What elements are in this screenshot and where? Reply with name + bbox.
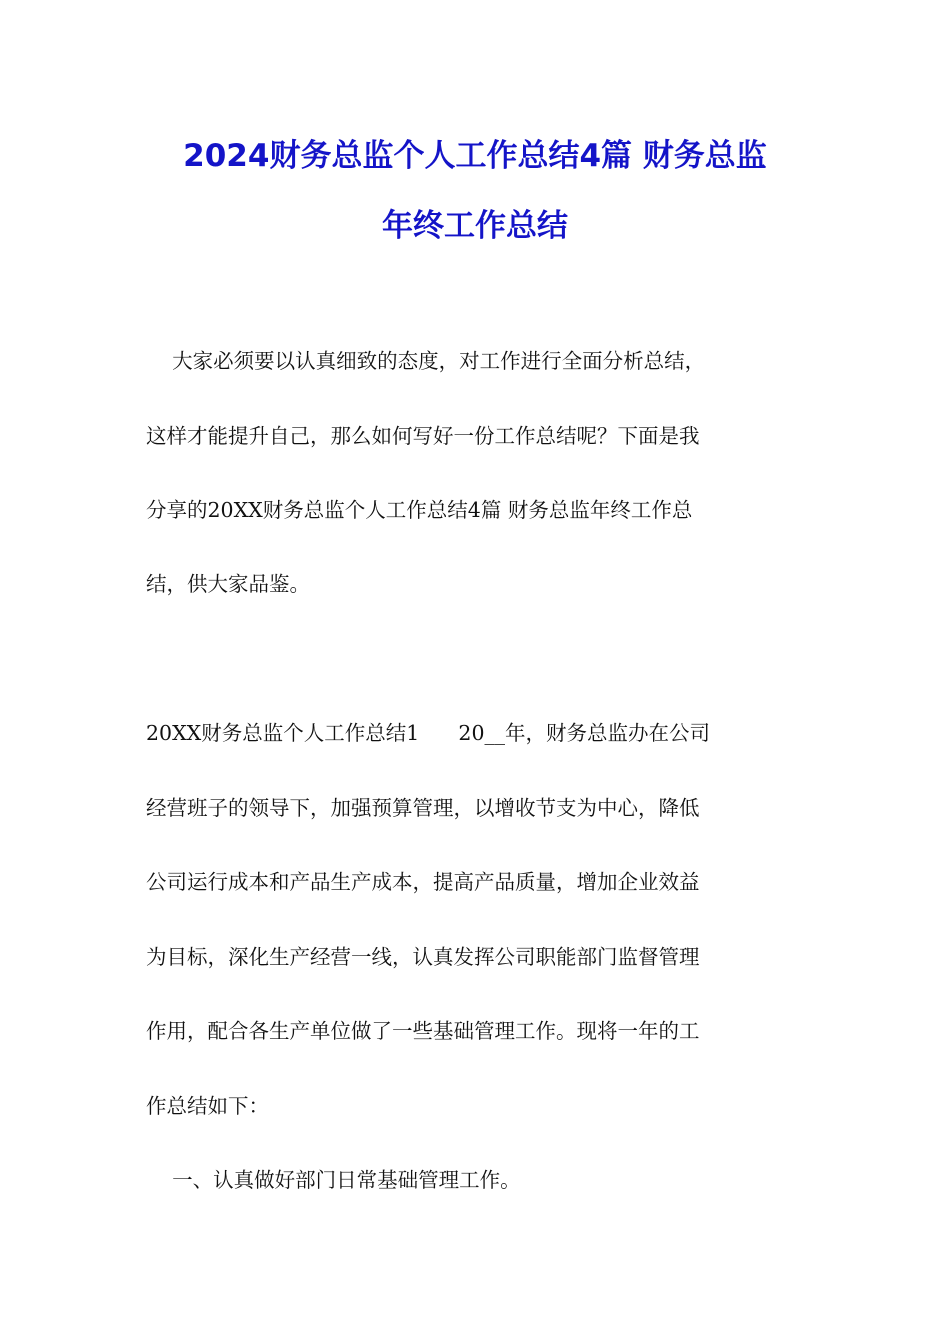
section1-paragraph-line-2: 经营班子的领导下，加强预算管理，以增收节支为中心，降低 xyxy=(146,796,700,820)
section1-paragraph-line-5: 作用，配合各生产单位做了一些基础管理工作。现将一年的工 xyxy=(146,1019,700,1043)
intro-paragraph-line-4: 结，供大家品鉴。 xyxy=(146,572,310,596)
document-title-line-2: 年终工作总结 xyxy=(382,208,568,244)
section1-paragraph-line-3: 公司运行成本和产品生产成本，提高产品质量，增加企业效益 xyxy=(146,870,700,894)
document-title-line-1: 2024财务总监个人工作总结4篇 财务总监 xyxy=(183,138,767,174)
intro-paragraph-line-3: 分享的20XX财务总监个人工作总结4篇 财务总监年终工作总 xyxy=(146,498,693,522)
intro-paragraph-line-2: 这样才能提升自己，那么如何写好一份工作总结呢？下面是我 xyxy=(146,424,700,448)
section1-paragraph-line-6: 作总结如下： xyxy=(146,1094,269,1118)
section1-paragraph-line-1: 20XX财务总监个人工作总结1 20__年，财务总监办在公司 xyxy=(146,721,710,745)
section-heading-item-1: 一、认真做好部门日常基础管理工作。 xyxy=(146,1168,521,1192)
intro-paragraph-line-1: 大家必须要以认真细致的态度，对工作进行全面分析总结， xyxy=(146,349,706,373)
section1-paragraph-line-4: 为目标，深化生产经营一线，认真发挥公司职能部门监督管理 xyxy=(146,945,700,969)
